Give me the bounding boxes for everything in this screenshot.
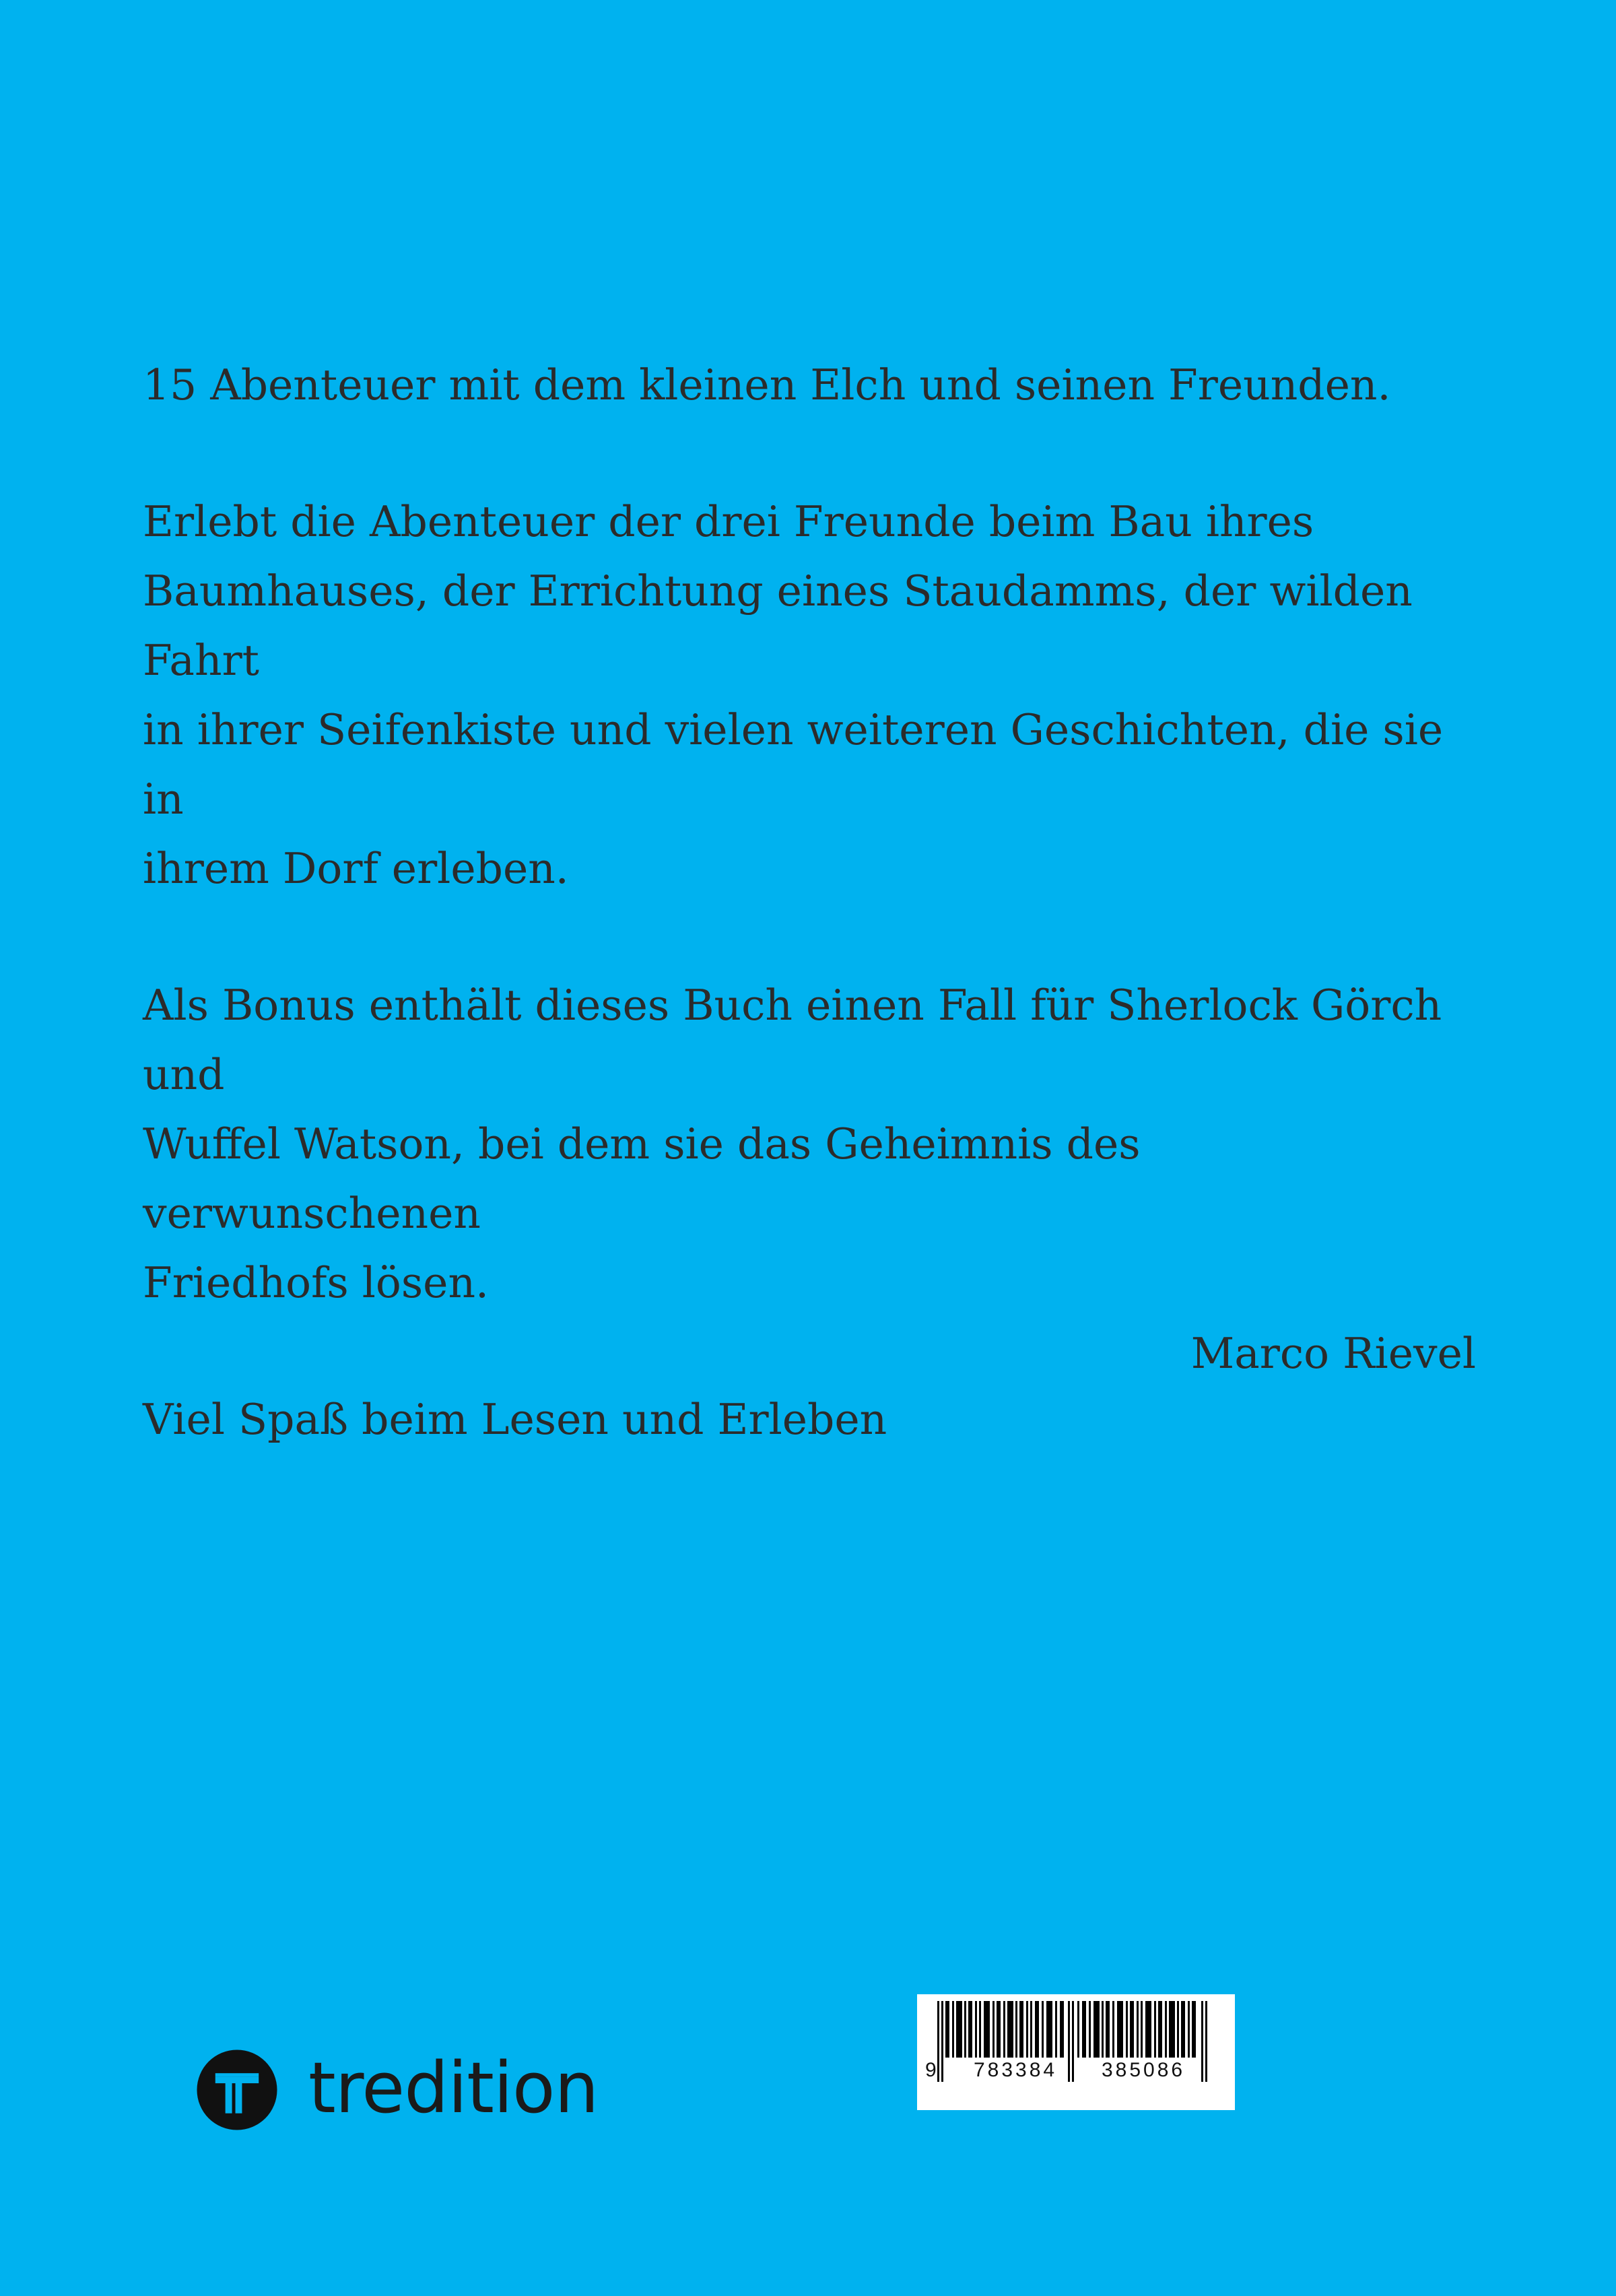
barcode-digit-group-2: 385086	[1102, 2059, 1186, 2081]
blurb-line: Wuffel Watson, bei dem sie das Geheimnis des verwunschenen	[143, 1119, 1141, 1238]
blurb-intro: 15 Abenteuer mit dem kleinen Elch und seinen Freunden.	[143, 360, 1391, 409]
blurb-line: Baumhauses, der Errichtung eines Staudamms, der wilden Fahrt	[143, 566, 1413, 685]
publisher-logo	[195, 2047, 598, 2132]
blurb-line: Friedhofs lösen.	[143, 1258, 490, 1307]
blurb-line: Erlebt die Abenteuer der drei Freunde beim Bau ihres	[143, 497, 1314, 546]
blurb-line: in ihrer Seifenkiste und vielen weiteren Geschichten, die sie in	[143, 705, 1444, 824]
isbn-barcode	[917, 1994, 1235, 2110]
blurb-line: Als Bonus enthält dieses Buch einen Fall für Sherlock Görch und	[143, 981, 1442, 1099]
author-name: Marco Rievel	[1190, 1329, 1476, 1378]
tredition-logo-icon	[195, 2048, 279, 2132]
blurb-closing: Viel Spaß beim Lesen und Erleben	[143, 1395, 887, 1444]
barcode-digits	[925, 2059, 1186, 2161]
publisher-name: tredition	[308, 2047, 599, 2129]
back-cover-blurb	[143, 350, 1489, 1454]
blurb-line: ihrem Dorf erleben.	[143, 844, 569, 893]
barcode-first-digit: 9	[925, 2059, 937, 2081]
barcode-digit-group-1: 783384	[974, 2059, 1058, 2081]
